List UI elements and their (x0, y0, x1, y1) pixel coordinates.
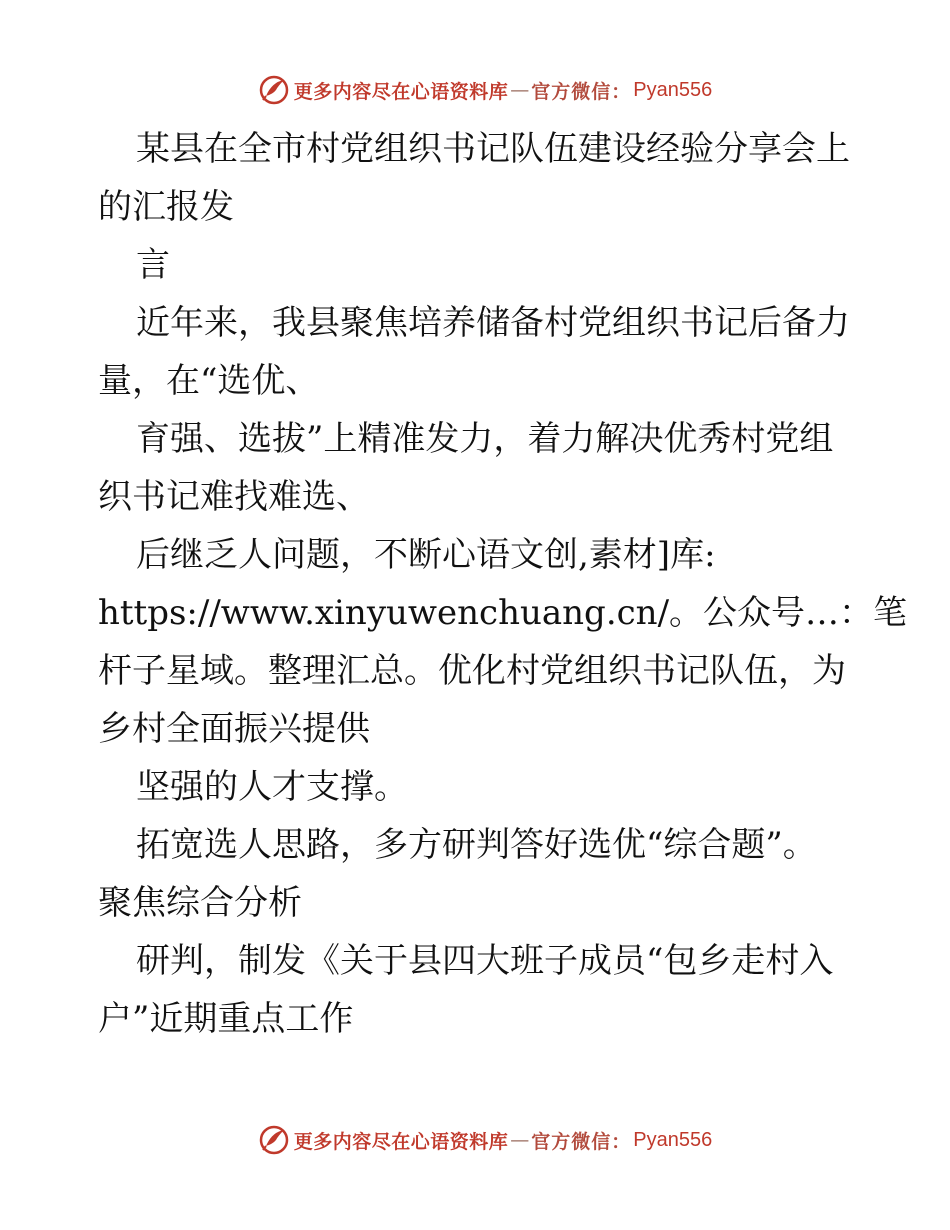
banner-separator: — (510, 1129, 530, 1151)
banner-separator: — (510, 79, 530, 101)
text-line: 育强、选拔”上精准发力，着力解决优秀村党组 (136, 419, 834, 459)
text-line: 聚焦综合分析 (98, 883, 302, 923)
header-banner (0, 72, 950, 108)
banner-site-text: 更多内容尽在心语资料库 (293, 1130, 509, 1153)
text-line: 坚强的人才支撑。 (136, 767, 408, 807)
text-line: 织书记难找难选、 (98, 477, 370, 517)
banner-site-text: 更多内容尽在心语资料库 (293, 80, 509, 103)
text-line: 言 (136, 245, 170, 285)
text-line: 后继乏人问题，不断心语文创,素材]库: (136, 535, 716, 575)
document-body (98, 120, 908, 1048)
banner-wechat-id: Pyan556 (633, 78, 713, 101)
text-line: 近年来，我县聚焦培养储备村党组织书记后备力 (136, 303, 850, 343)
text-line: 某县在全市村党组织书记队伍建设经验分享会上 (136, 129, 850, 169)
quill-logo-icon (258, 1124, 290, 1156)
text-line: 研判，制发《关于县四大班子成员“包乡走村入 (136, 941, 834, 981)
quill-logo-icon (258, 74, 290, 106)
footer-banner (0, 1122, 950, 1158)
text-line: https://www.xinyuwenchuang.cn/。公众号…：笔 (98, 593, 908, 633)
text-line: 杆子星域。整理汇总。优化村党组织书记队伍，为 (98, 651, 846, 691)
banner-wechat-id: Pyan556 (633, 1128, 713, 1151)
banner-official-label: 官方微信： (531, 1130, 632, 1153)
text-line: 户”近期重点工作 (98, 999, 354, 1039)
banner-official-label: 官方微信： (531, 80, 632, 103)
text-line: 量，在“选优、 (98, 361, 320, 401)
text-line: 的汇报发 (98, 187, 234, 227)
text-line: 拓宽选人思路，多方研判答好选优“综合题”。 (136, 825, 817, 865)
text-line: 乡村全面振兴提供 (98, 709, 370, 749)
